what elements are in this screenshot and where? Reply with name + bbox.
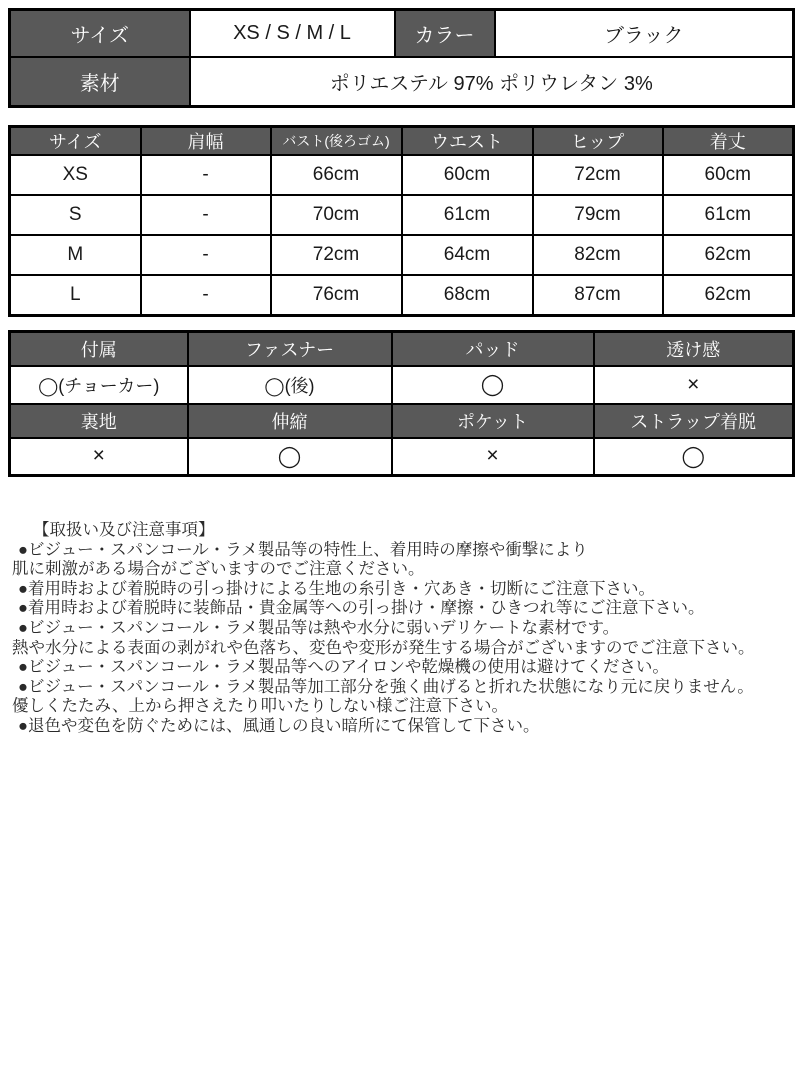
waist-cell: 60cm (402, 155, 533, 195)
care-notes-title: 【取扱い及び注意事項】 (33, 521, 215, 539)
material-value-cell: ポリエステル 97% ポリウレタン 3% (190, 57, 794, 107)
feature-header-strap: ストラップ着脱 (594, 404, 794, 438)
feature-header-pad: パッド (392, 332, 594, 366)
hip-cell: 72cm (533, 155, 663, 195)
bust-cell: 72cm (271, 235, 402, 275)
feature-value-pocket: × (392, 438, 594, 476)
length-cell: 60cm (663, 155, 794, 195)
color-label-cell: カラー (395, 10, 495, 57)
meas-col-header: バスト(後ろゴム) (271, 127, 402, 156)
features-table (8, 330, 795, 477)
length-cell: 62cm (663, 235, 794, 275)
feature-value-lining: × (10, 438, 188, 476)
bust-cell: 66cm (271, 155, 402, 195)
feature-value-fastener: ◯(後) (188, 366, 392, 404)
length-cell: 61cm (663, 195, 794, 235)
spec-table (8, 8, 795, 108)
feature-value-accessory: ◯(チョーカー) (10, 366, 188, 404)
shoulder-cell: - (141, 155, 271, 195)
size-name-cell: M (10, 235, 141, 275)
feature-value-stretch: ◯ (188, 438, 392, 476)
hip-cell: 87cm (533, 275, 663, 315)
color-value-cell: ブラック (495, 10, 794, 57)
shoulder-cell: - (141, 235, 271, 275)
feature-value-pad: ◯ (392, 366, 594, 404)
hip-cell: 82cm (533, 235, 663, 275)
feature-header-pocket: ポケット (392, 404, 594, 438)
care-note-line: ●ビジュー・スパンコール・ラメ製品等加工部分を強く曲げると折れた状態になり元に戻りません。 (18, 677, 754, 696)
care-note-line: ●退色や変色を防ぐためには、風通しの良い暗所にて保管して下さい。 (18, 716, 540, 735)
feature-value-strap: ◯ (594, 438, 794, 476)
table-row-l (10, 275, 794, 315)
table-row-m (10, 235, 794, 275)
meas-col-header: 肩幅 (141, 127, 271, 156)
size-name-cell: L (10, 275, 141, 315)
table-row-xs (10, 155, 794, 195)
feature-header-sheerness: 透け感 (594, 332, 794, 366)
care-note-line: ●ビジュー・スパンコール・ラメ製品等へのアイロンや乾燥機の使用は避けてください。 (18, 658, 669, 677)
meas-col-header: サイズ (10, 127, 141, 156)
feature-header-lining: 裏地 (10, 404, 188, 438)
size-value-cell: XS / S / M / L (190, 10, 395, 57)
care-note-line: ●ビジュー・スパンコール・ラメ製品等の特性上、着用時の摩擦や衝撃により (18, 540, 588, 559)
care-note-line: ●着用時および着脱時の引っ掛けによる生地の糸引き・穴あき・切断にご注意下さい。 (18, 579, 655, 598)
waist-cell: 64cm (402, 235, 533, 275)
feature-header-fastener: ファスナー (188, 332, 392, 366)
care-note-line: ●着用時および着脱時に装飾品・貴金属等への引っ掛け・摩擦・ひきつれ等にご注意下さい。 (18, 599, 705, 618)
bust-cell: 76cm (271, 275, 402, 315)
length-cell: 62cm (663, 275, 794, 315)
waist-cell: 68cm (402, 275, 533, 315)
care-note-line: 優しくたたみ、上から押さえたり叩いたりしない様ご注意下さい。 (12, 697, 508, 716)
feature-header-accessory: 付属 (10, 332, 188, 366)
care-note-line: ●ビジュー・スパンコール・ラメ製品等は熱や水分に弱いデリケートな素材です。 (18, 618, 620, 637)
size-name-cell: XS (10, 155, 141, 195)
measurements-table (8, 125, 795, 317)
material-label-cell: 素材 (10, 57, 190, 107)
shoulder-cell: - (141, 195, 271, 235)
waist-cell: 61cm (402, 195, 533, 235)
bust-cell: 70cm (271, 195, 402, 235)
size-label-cell: サイズ (10, 10, 190, 57)
shoulder-cell: - (141, 275, 271, 315)
meas-col-header: ヒップ (533, 127, 663, 156)
meas-col-header: ウエスト (402, 127, 533, 156)
care-note-line: 肌に刺激がある場合がございますのでご注意ください。 (12, 560, 425, 579)
care-note-line: 熱や水分による表面の剥がれや色落ち、変色や変形が発生する場合がございますのでご注意下さい。 (12, 638, 755, 657)
size-name-cell: S (10, 195, 141, 235)
hip-cell: 79cm (533, 195, 663, 235)
feature-header-stretch: 伸縮 (188, 404, 392, 438)
care-notes (12, 521, 792, 737)
meas-col-header: 着丈 (663, 127, 794, 156)
feature-value-sheerness: × (594, 366, 794, 404)
table-row-s (10, 195, 794, 235)
